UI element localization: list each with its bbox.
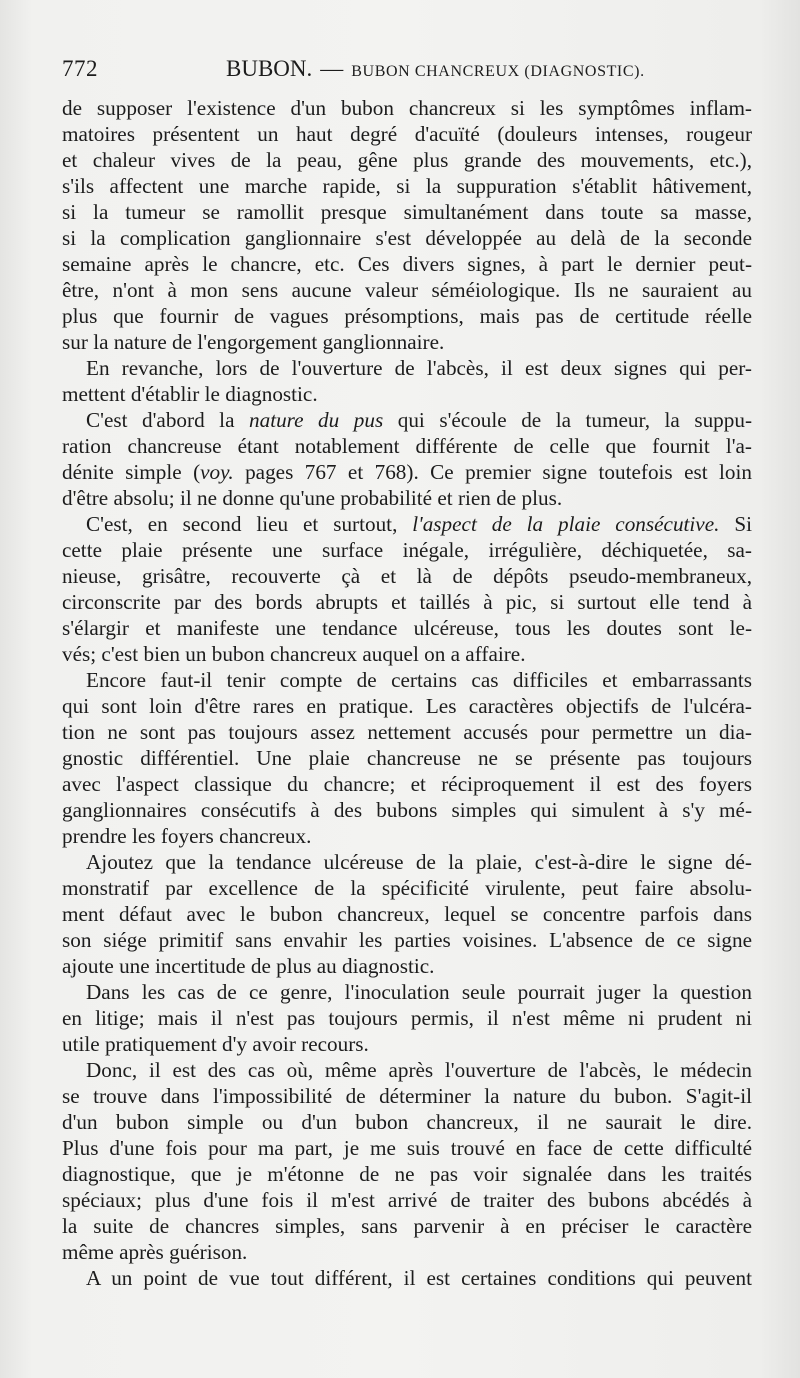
text-segment: Si: [719, 512, 752, 536]
text-line: sur la nature de l'engorgement ganglionnaire.: [62, 330, 445, 354]
running-title-dash: —: [320, 56, 344, 81]
text-line: qui sont loin d'être rares en pratique. Les caractères objectifs de l'ulcéra-: [62, 694, 752, 718]
text-segment: C'est d'abord la: [86, 408, 249, 432]
text-line: Dans les cas de ce genre, l'inoculation seule pourrait juger la question: [86, 980, 752, 1004]
text-line: ajoute une incertitude de plus au diagnostic.: [62, 954, 435, 978]
text-line: son siége primitif sans envahir les parties voisines. L'absence de ce signe: [62, 928, 752, 952]
body-text: [62, 95, 752, 1291]
text-line: matoires présentent un haut degré d'acuïté (douleurs intenses, rougeur: [62, 122, 752, 146]
text-line: tion ne sont pas toujours assez nettement accusés pour permettre un dia-: [62, 720, 752, 744]
text-segment: dénite simple (: [62, 460, 201, 484]
text-line: ration chancreuse étant notablement différente de celle que fournit l'a-: [62, 434, 752, 458]
text-line: ganglionnaires consécutifs à des bubons simples qui simulent à s'y mé-: [62, 798, 752, 822]
text-line: ment défaut avec le bubon chancreux, lequel se concentre parfois dans: [62, 902, 752, 926]
text-line: vés; c'est bien un bubon chancreux auquel on a affaire.: [62, 642, 526, 666]
text-line: d'être absolu; il ne donne qu'une probabilité et rien de plus.: [62, 486, 563, 510]
text-line: Ajoutez que la tendance ulcéreuse de la plaie, c'est-à-dire le signe dé-: [86, 850, 752, 874]
text-line: s'élargir et manifeste une tendance ulcéreuse, tous les doutes sont le-: [62, 616, 752, 640]
text-line: s'ils affectent une marche rapide, si la suppuration s'établit hâtivement,: [62, 174, 752, 198]
text-line: si la complication ganglionnaire s'est développée au delà de la seconde: [62, 226, 752, 250]
text-line: mettent d'établir le diagnostic.: [62, 382, 318, 406]
italic-text: l'aspect de la plaie consécutive.: [412, 512, 720, 536]
text-line: la suite de chancres simples, sans parvenir à en préciser le caractère: [62, 1214, 752, 1238]
italic-text: voy.: [200, 460, 234, 484]
text-line: diagnostique, que je m'étonne de ne pas voir signalée dans les traités: [62, 1162, 752, 1186]
page-header: [62, 56, 750, 90]
text-line: utile pratiquement d'y avoir recours.: [62, 1032, 369, 1056]
text-line: prendre les foyers chancreux.: [62, 824, 312, 848]
running-title-main: BUBON.: [226, 56, 313, 81]
text-line: être, n'ont à mon sens aucune valeur séméiologique. Ils ne sauraient au: [62, 278, 752, 302]
text-line: si la tumeur se ramollit presque simultanément dans toute sa masse,: [62, 200, 752, 224]
page-number: 772: [62, 56, 98, 81]
text-line: A un point de vue tout différent, il est certaines conditions qui peuvent: [86, 1266, 752, 1290]
text-segment: pages 767 et 768). Ce premier signe toutefois est loin: [233, 460, 752, 484]
text-line: [62, 511, 752, 537]
text-line: et chaleur vives de la peau, gêne plus grande des mouvements, etc.),: [62, 148, 752, 172]
text-line: Donc, il est des cas où, même après l'ouverture de l'abcès, le médecin: [86, 1058, 752, 1082]
text-line: d'un bubon simple ou d'un bubon chancreux, il ne saurait le dire.: [62, 1110, 752, 1134]
text-line: [62, 407, 752, 433]
text-segment: qui s'écoule de la tumeur, la suppu-: [383, 408, 752, 432]
text-line: circonscrite par des bords abrupts et taillés à pic, si surtout elle tend à: [62, 590, 752, 614]
text-line: [62, 459, 752, 485]
italic-text: nature du pus: [249, 408, 384, 432]
text-line: nieuse, grisâtre, recouverte çà et là de dépôts pseudo-membraneux,: [62, 564, 752, 588]
text-line: semaine après le chancre, etc. Ces divers signes, à part le dernier peut-: [62, 252, 752, 276]
text-line: gnostic différentiel. Une plaie chancreuse ne se présente pas toujours: [62, 746, 752, 770]
text-line: spéciaux; plus d'une fois il m'est arrivé de traiter des bubons abcédés à: [62, 1188, 752, 1212]
text-line: monstratif par excellence de la spécificité virulente, peut faire absolu-: [62, 876, 752, 900]
text-line: se trouve dans l'impossibilité de déterminer la nature du bubon. S'agit-il: [62, 1084, 752, 1108]
running-title: [226, 56, 645, 82]
text-line: Plus d'une fois pour ma part, je me suis trouvé en face de cette difficulté: [62, 1136, 752, 1160]
text-line: Encore faut-il tenir compte de certains cas difficiles et embarrassants: [86, 668, 752, 692]
text-line: En revanche, lors de l'ouverture de l'abcès, il est deux signes qui per-: [86, 356, 752, 380]
text-segment: C'est, en second lieu et surtout,: [86, 512, 413, 536]
text-line: même après guérison.: [62, 1240, 248, 1264]
text-line: de supposer l'existence d'un bubon chancreux si les symptômes inflam-: [62, 96, 752, 120]
text-line: cette plaie présente une surface inégale, irrégulière, déchiquetée, sa-: [62, 538, 752, 562]
running-title-sub: BUBON CHANCREUX (DIAGNOSTIC).: [351, 63, 645, 80]
text-line: plus que fournir de vagues présomptions, mais pas de certitude réelle: [62, 304, 752, 328]
text-line: en litige; mais il n'est pas toujours permis, il n'est même ni prudent ni: [62, 1006, 752, 1030]
text-line: avec l'aspect classique du chancre; et réciproquement il est des foyers: [62, 772, 752, 796]
